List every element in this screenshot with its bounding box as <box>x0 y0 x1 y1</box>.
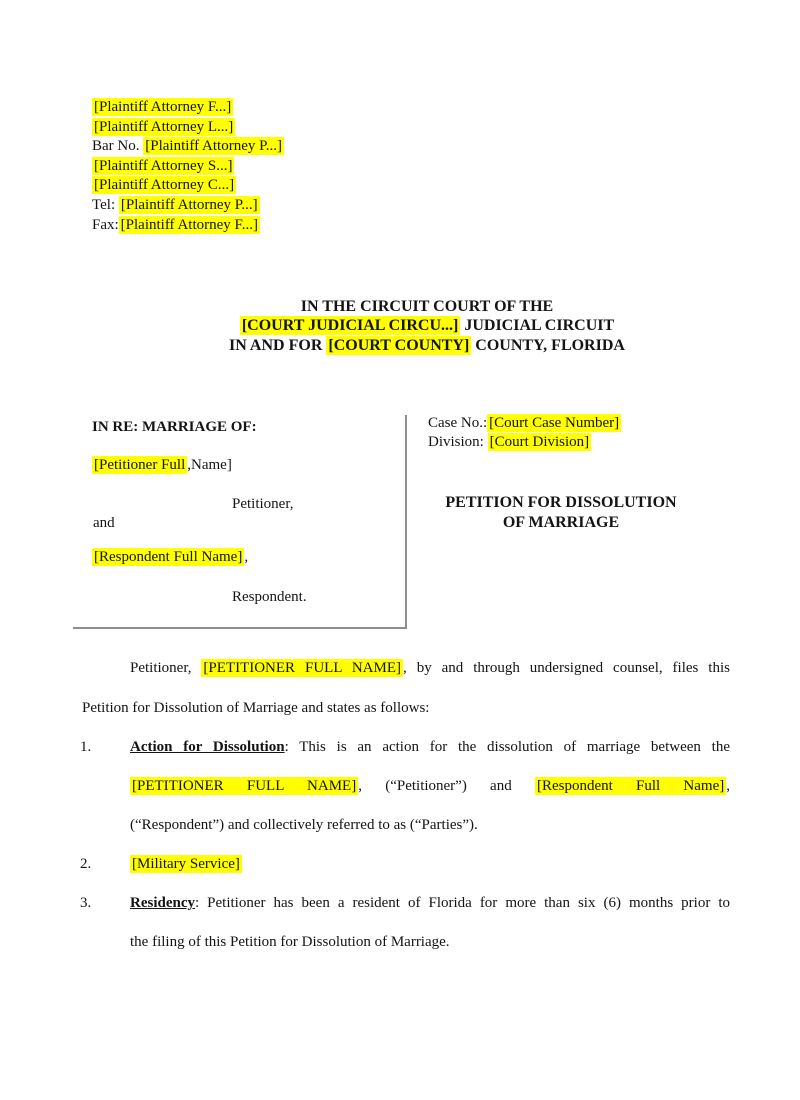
petition-title-line2: OF MARRIAGE <box>502 513 620 531</box>
and-label: and <box>93 515 115 531</box>
item1-line2 <box>130 776 730 796</box>
item1-text: , (“Petitioner”) and <box>358 778 535 794</box>
item1-line1 <box>130 737 730 757</box>
court-heading-text: IN THE CIRCUIT COURT OF THE <box>300 298 554 315</box>
attorney-line <box>92 196 284 216</box>
attorney-fax-field[interactable]: [Plaintiff Attorney F...] <box>120 216 258 233</box>
caption-divider-horizontal <box>73 627 407 629</box>
item3-line2: the filing of this Petition for Dissolution of Marriage. <box>130 934 450 950</box>
military-service-field[interactable]: [Military Service] <box>132 856 240 872</box>
petitioner-name-field[interactable]: [Petitioner Full <box>94 457 186 473</box>
division-label: Division: <box>428 434 488 451</box>
attorney-line <box>92 137 284 157</box>
item3-line1 <box>130 893 730 913</box>
intro-paragraph-line2: Petition for Dissolution of Marriage and states as follows: <box>82 700 430 716</box>
intro-text: Petitioner, <box>130 660 202 676</box>
item3-number: 3. <box>80 895 92 911</box>
attorney-line <box>92 216 284 236</box>
item3-heading: Residency <box>130 895 195 911</box>
court-heading <box>82 297 772 355</box>
intro-paragraph-line1 <box>130 658 730 678</box>
petitioner-full-name-field[interactable]: [PETITIONER FULL NAME] <box>203 660 402 676</box>
item1-text: , <box>726 778 730 794</box>
petition-title <box>428 493 694 532</box>
attorney-bar-no-label: Bar No. <box>92 138 144 155</box>
respondent-name-rest: , <box>244 549 249 565</box>
respondent-name-field[interactable]: [Respondent Full Name] <box>94 549 243 565</box>
respondent-role-label: Respondent. <box>232 589 307 605</box>
division-line <box>428 433 621 452</box>
attorney-tel-label: Tel: <box>92 196 119 213</box>
attorney-line <box>92 98 284 118</box>
court-heading-line2 <box>82 316 772 335</box>
item1-line3: (“Respondent”) and collectively referred to as (“Parties”). <box>130 817 478 833</box>
court-heading-line3 <box>82 336 772 355</box>
item3-text: : Petitioner has been a resident of Florida for more than six (6) months prior to <box>195 895 730 911</box>
item1-text: : This is an action for the dissolution of marriage between the <box>284 739 730 755</box>
attorney-city-field[interactable]: [Plaintiff Attorney C...] <box>94 177 235 194</box>
case-info-block <box>428 414 621 453</box>
petitioner-role-label: Petitioner, <box>232 496 294 512</box>
item2-line1 <box>130 854 242 874</box>
petitioner-name-rest: ,Name] <box>187 457 232 473</box>
attorney-bar-number-field[interactable]: [Plaintiff Attorney P...] <box>145 138 283 155</box>
petitioner-name-line <box>92 455 232 475</box>
attorney-fax-label: Fax: <box>92 216 119 233</box>
division-field[interactable]: [Court Division] <box>489 434 590 451</box>
attorney-last-name-field[interactable]: [Plaintiff Attorney L...] <box>94 118 234 135</box>
court-heading-line1 <box>82 297 772 316</box>
judicial-circuit-field[interactable]: [COURT JUDICIAL CIRCU...] <box>241 317 459 335</box>
respondent-name-line <box>92 547 248 567</box>
attorney-line <box>92 176 284 196</box>
respondent-full-name-field[interactable]: [Respondent Full Name] <box>536 778 725 794</box>
attorney-line <box>92 157 284 177</box>
petition-title-line1: PETITION FOR DISSOLUTION <box>445 494 677 511</box>
case-number-label: Case No.: <box>428 415 488 431</box>
item2-number: 2. <box>80 856 92 872</box>
item1-number: 1. <box>80 739 92 755</box>
court-heading-text: COUNTY, FLORIDA <box>471 336 625 354</box>
case-number-field[interactable]: [Court Case Number] <box>489 415 620 431</box>
in-re-heading: IN RE: MARRIAGE OF: <box>92 419 257 435</box>
court-county-field[interactable]: [COURT COUNTY] <box>328 336 470 354</box>
caption-divider-vertical <box>405 415 407 628</box>
case-number-line <box>428 414 621 433</box>
attorney-street-field[interactable]: [Plaintiff Attorney S...] <box>94 157 233 174</box>
attorney-phone-field[interactable]: [Plaintiff Attorney P...] <box>120 196 258 213</box>
item1-heading: Action for Dissolution <box>130 739 285 755</box>
court-heading-text: JUDICIAL CIRCUIT <box>460 317 615 335</box>
attorney-line <box>92 118 284 138</box>
attorney-block <box>92 98 284 235</box>
intro-text: , by and through undersigned counsel, files this <box>403 660 730 676</box>
petitioner-full-name-field[interactable]: [PETITIONER FULL NAME] <box>132 778 357 794</box>
court-heading-text: IN AND FOR <box>229 336 327 354</box>
attorney-first-name-field[interactable]: [Plaintiff Attorney F...] <box>94 99 232 115</box>
